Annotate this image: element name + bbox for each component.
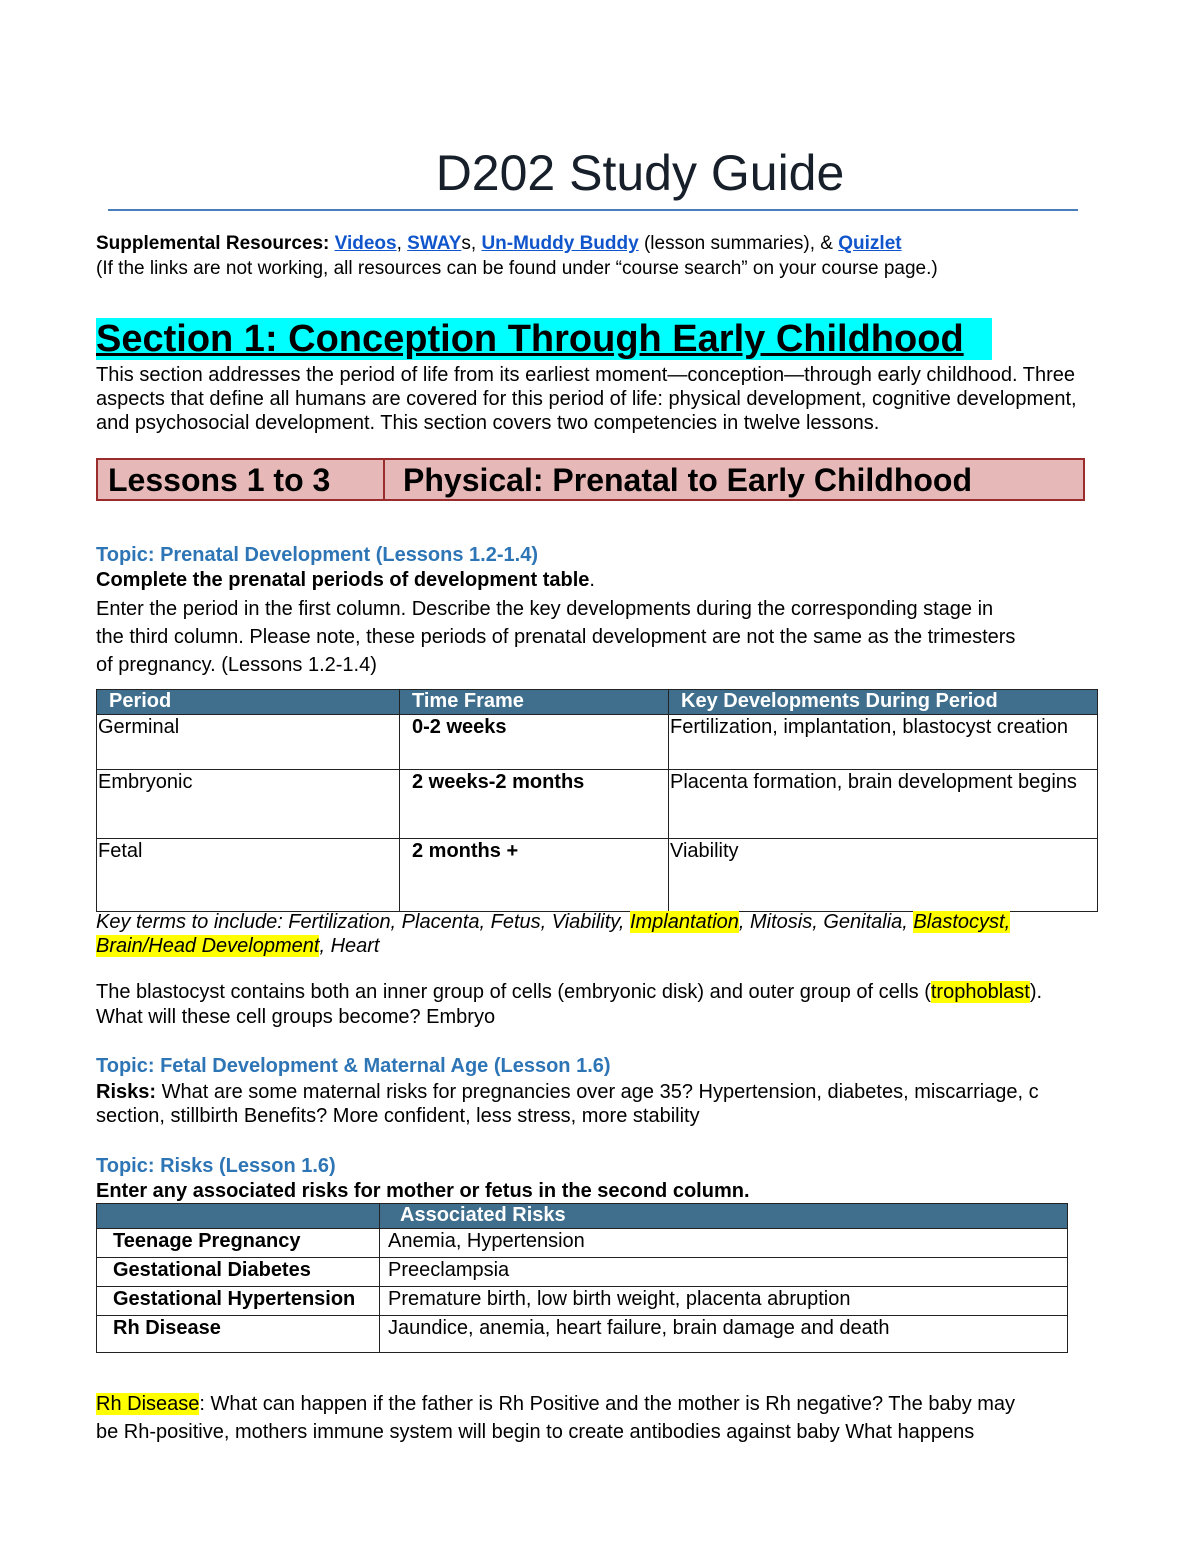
risk-factor-cell: Gestational Diabetes bbox=[97, 1258, 380, 1287]
topic-heading: Topic: Risks (Lesson 1.6) bbox=[96, 1155, 336, 1177]
blastocyst-question bbox=[96, 981, 1042, 1004]
highlighted-term: trophoblast bbox=[930, 981, 1030, 1003]
column-header: Period bbox=[97, 690, 400, 715]
description-line: of pregnancy. (Lessons 1.2-1.4) bbox=[96, 654, 377, 676]
section-intro-line: aspects that define all humans are covered for this period of life: physical development, cognitive development, bbox=[96, 388, 1077, 410]
key-terms-suffix: , Heart bbox=[319, 935, 380, 957]
section-intro-line: and psychosocial development. This section covers two competencies in twelve lessons. bbox=[96, 412, 880, 434]
table-row bbox=[97, 1316, 1068, 1353]
risk-factor-cell: Rh Disease bbox=[97, 1316, 380, 1353]
table-row bbox=[97, 715, 1098, 770]
page-title: D202 Study Guide bbox=[435, 145, 845, 201]
unmuddy-suffix: (lesson summaries), & bbox=[643, 233, 833, 254]
instruction-text: Complete the prenatal periods of development table bbox=[96, 569, 590, 591]
associated-risk-cell[interactable]: Preeclampsia bbox=[380, 1258, 1068, 1287]
risks-text: What are some maternal risks for pregnancies over age 35? Hypertension, diabetes, miscarriage, c bbox=[156, 1081, 1039, 1103]
sways-suffix: s, bbox=[461, 233, 477, 254]
lesson-banner bbox=[96, 458, 1085, 501]
table-row bbox=[97, 1258, 1068, 1287]
period-cell[interactable]: Embryonic bbox=[97, 770, 400, 839]
table-instruction bbox=[96, 569, 595, 592]
highlighted-term: Brain/Head Development bbox=[96, 935, 320, 957]
rh-question: : What can happen if the father is Rh Positive and the mother is Rh negative? The baby may bbox=[199, 1393, 1016, 1415]
time-frame-cell[interactable]: 0-2 weeks bbox=[400, 715, 669, 770]
associated-risk-cell[interactable]: Premature birth, low birth weight, placenta abruption bbox=[380, 1287, 1068, 1316]
quizlet-link[interactable]: Quizlet bbox=[838, 233, 902, 254]
period-cell[interactable]: Germinal bbox=[97, 715, 400, 770]
key-terms-line bbox=[96, 911, 1010, 934]
lesson-name: Physical: Prenatal to Early Childhood bbox=[403, 462, 973, 498]
key-developments-cell[interactable]: Placenta formation, brain development begins bbox=[669, 770, 1098, 839]
supplemental-resources bbox=[96, 233, 902, 255]
topic-heading: Topic: Fetal Development & Maternal Age (Lesson 1.6) bbox=[96, 1055, 611, 1077]
empty-header bbox=[97, 1204, 380, 1229]
table-row bbox=[97, 770, 1098, 839]
description-line: Enter the period in the first column. Describe the key developments during the corresponding stage in bbox=[96, 598, 994, 620]
question-end: ). bbox=[1029, 981, 1043, 1003]
table-header-row bbox=[97, 690, 1098, 715]
videos-link[interactable]: Videos bbox=[334, 233, 397, 254]
blastocyst-answer: What will these cell groups become? Embryo bbox=[96, 1006, 496, 1028]
section-heading: Section 1: Conception Through Early Childhood bbox=[96, 318, 992, 360]
table-instruction: Enter any associated risks for mother or fetus in the second column. bbox=[96, 1180, 750, 1202]
table-header-row bbox=[97, 1204, 1068, 1229]
column-header: Key Developments During Period bbox=[669, 690, 1098, 715]
supplemental-label: Supplemental Resources: bbox=[96, 233, 330, 254]
title-divider bbox=[108, 209, 1078, 211]
question-text: The blastocyst contains both an inner group of cells (embryonic disk) and outer group of cells ( bbox=[96, 981, 931, 1003]
risks-line bbox=[96, 1081, 1039, 1104]
period-cell[interactable]: Fetal bbox=[97, 839, 400, 912]
risks-label: Risks: bbox=[96, 1081, 157, 1103]
topic-heading: Topic: Prenatal Development (Lessons 1.2-1.4) bbox=[96, 544, 538, 566]
separator: , bbox=[396, 233, 402, 254]
highlighted-term: Blastocyst, bbox=[913, 911, 1011, 933]
highlighted-term: Implantation bbox=[629, 911, 739, 933]
time-frame-cell[interactable]: 2 weeks-2 months bbox=[400, 770, 669, 839]
associated-risk-cell[interactable]: Anemia, Hypertension bbox=[380, 1229, 1068, 1258]
highlighted-term: Rh Disease bbox=[96, 1393, 200, 1415]
rh-disease-line bbox=[96, 1393, 1015, 1416]
column-header: Time Frame bbox=[400, 690, 669, 715]
key-developments-cell[interactable]: Viability bbox=[669, 839, 1098, 912]
prenatal-periods-table bbox=[96, 689, 1098, 912]
description-line: the third column. Please note, these periods of prenatal development are not the same as the trimesters bbox=[96, 626, 1016, 648]
key-developments-cell[interactable]: Fertilization, implantation, blastocyst creation bbox=[669, 715, 1098, 770]
table-row bbox=[97, 1287, 1068, 1316]
key-terms-prefix: Key terms to include: Fertilization, Placenta, Fetus, Viability, bbox=[96, 911, 630, 933]
time-frame-cell[interactable]: 2 months + bbox=[400, 839, 669, 912]
associated-risks-table bbox=[96, 1203, 1068, 1353]
risk-factor-cell: Teenage Pregnancy bbox=[97, 1229, 380, 1258]
supplemental-note: (If the links are not working, all resources can be found under “course search” on your course page.) bbox=[96, 258, 938, 279]
instruction-end: . bbox=[589, 569, 595, 591]
risks-line: section, stillbirth Benefits? More confident, less stress, more stability bbox=[96, 1105, 700, 1127]
unmuddy-buddy-link[interactable]: Un-Muddy Buddy bbox=[481, 233, 639, 254]
key-terms-mid: , Mitosis, Genitalia, bbox=[738, 911, 914, 933]
table-row bbox=[97, 839, 1098, 912]
lesson-range: Lessons 1 to 3 bbox=[98, 460, 385, 499]
table-row bbox=[97, 1229, 1068, 1258]
rh-disease-line: be Rh-positive, mothers immune system will begin to create antibodies against baby What happens bbox=[96, 1421, 975, 1443]
associated-risk-cell[interactable]: Jaundice, anemia, heart failure, brain damage and death bbox=[380, 1316, 1068, 1353]
column-header: Associated Risks bbox=[380, 1204, 1068, 1229]
key-terms-line bbox=[96, 935, 380, 958]
sways-link[interactable]: SWAY bbox=[407, 233, 462, 254]
risk-factor-cell: Gestational Hypertension bbox=[97, 1287, 380, 1316]
section-intro-line: This section addresses the period of life from its earliest moment—conception—through early childhood. Three bbox=[96, 364, 1076, 386]
